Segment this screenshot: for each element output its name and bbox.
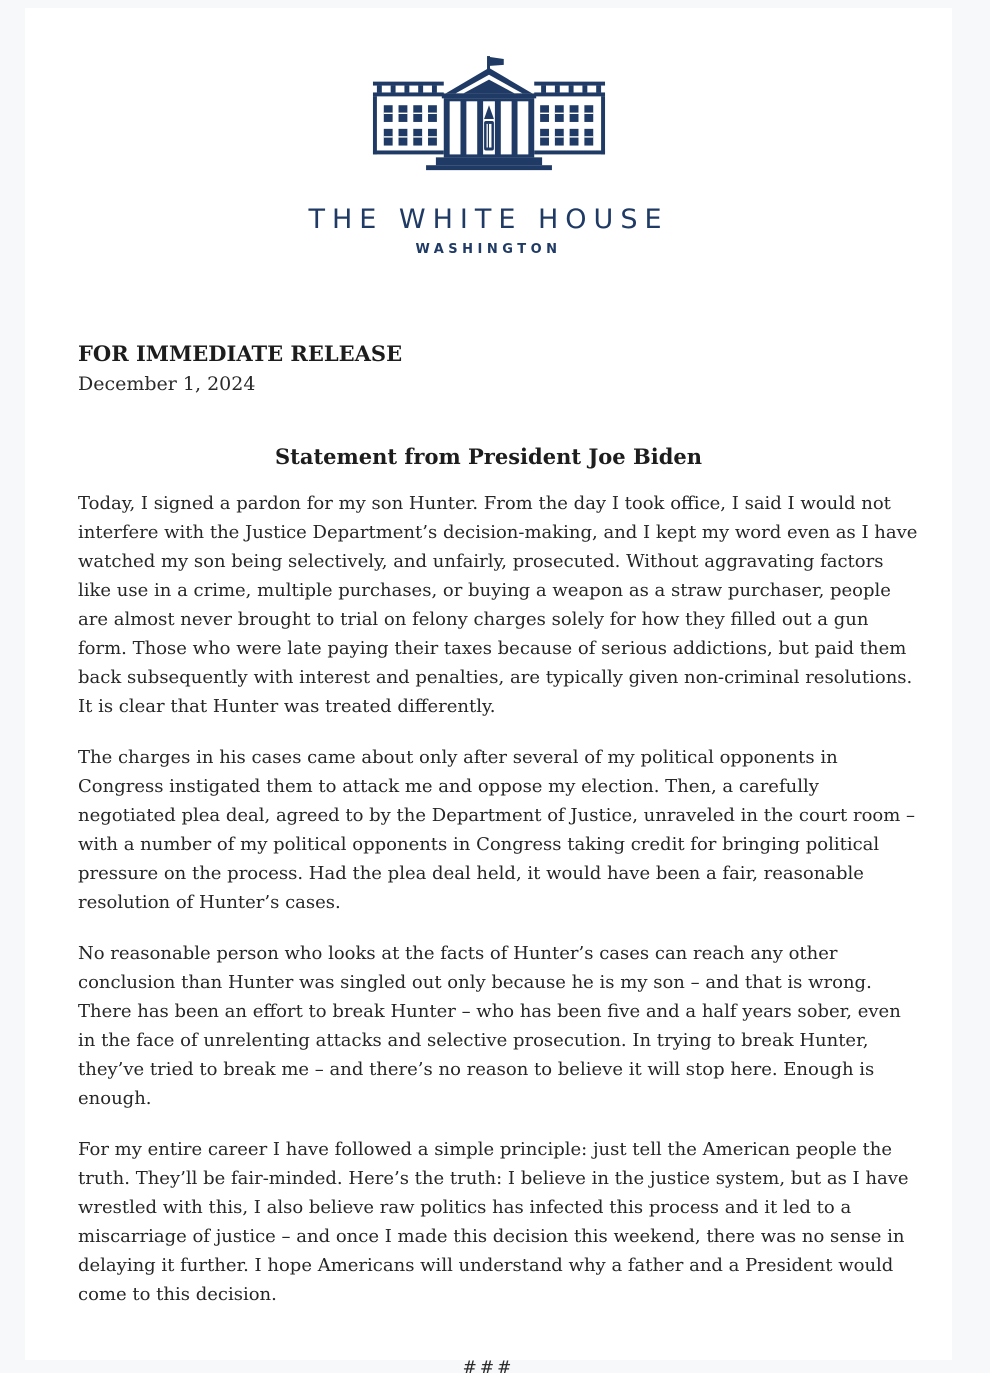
statement-paragraph-2: The charges in his cases came about only after several of my political opponents in Congress instigated them to attack me and oppose my election. Then, a carefully negotiated plea deal, agreed to by the Department of Justice, unraveled in the court room – with a number of my political opponents in Congress taking credit for bringing political pressure on the process. Had the plea deal held, it would have been a fair, reasonable resolution of Hunter’s cases. bbox=[78, 747, 916, 913]
release-date: December 1, 2024 bbox=[78, 373, 256, 395]
statement-title: Statement from President Joe Biden bbox=[274, 444, 703, 469]
washington-label: WASHINGTON bbox=[415, 242, 562, 257]
statement-paragraph-1: Today, I signed a pardon for my son Hunter. From the day I took office, I said I would not interfere with the Justice Department’s decision-making, and I kept my word even as I have watched my son being selectively, and unfairly, prosecuted. Without aggravating factors like use in a crime, multiple purchases, or buying a weapon as a straw purchaser, people are almost never brought to trial on felony charges solely for how they filled out a gun form. Those who were late paying their taxes because of serious addictions, but paid them back subsequently with interest and penalties, are typically given non-criminal resolutions. It is clear that Hunter was treated differently. bbox=[78, 493, 918, 717]
press-release-document bbox=[25, 8, 952, 1373]
statement-body bbox=[78, 489, 920, 1309]
masthead bbox=[25, 8, 952, 257]
release-info bbox=[78, 341, 920, 395]
white-house-wordmark: THE WHITE HOUSE bbox=[308, 204, 669, 235]
for-immediate-release-label: FOR IMMEDIATE RELEASE bbox=[78, 341, 403, 366]
end-of-release-mark: ### bbox=[462, 1358, 515, 1373]
statement-paragraph-3: No reasonable person who looks at the facts of Hunter’s cases can reach any other conclusion than Hunter was singled out only because he is my son – and that is wrong. There has been an effort to break Hunter – who has been five and a half years sober, even in the face of unrelenting attacks and selective prosecution. In trying to break Hunter, they’ve tried to break me – and there’s no reason to believe it will stop here. Enough is enough. bbox=[78, 943, 901, 1109]
statement-paragraph-4: For my entire career I have followed a simple principle: just tell the American people the truth. They’ll be fair-minded. Here’s the truth: I believe in the justice system, but as I have wrestled with this, I also believe raw politics has infected this process and it led to a miscarriage of justice – and once I made this decision this weekend, there was no sense in delaying it further. I hope Americans will understand why a father and a President would come to this decision. bbox=[78, 1139, 909, 1305]
white-house-building-icon bbox=[371, 54, 607, 184]
